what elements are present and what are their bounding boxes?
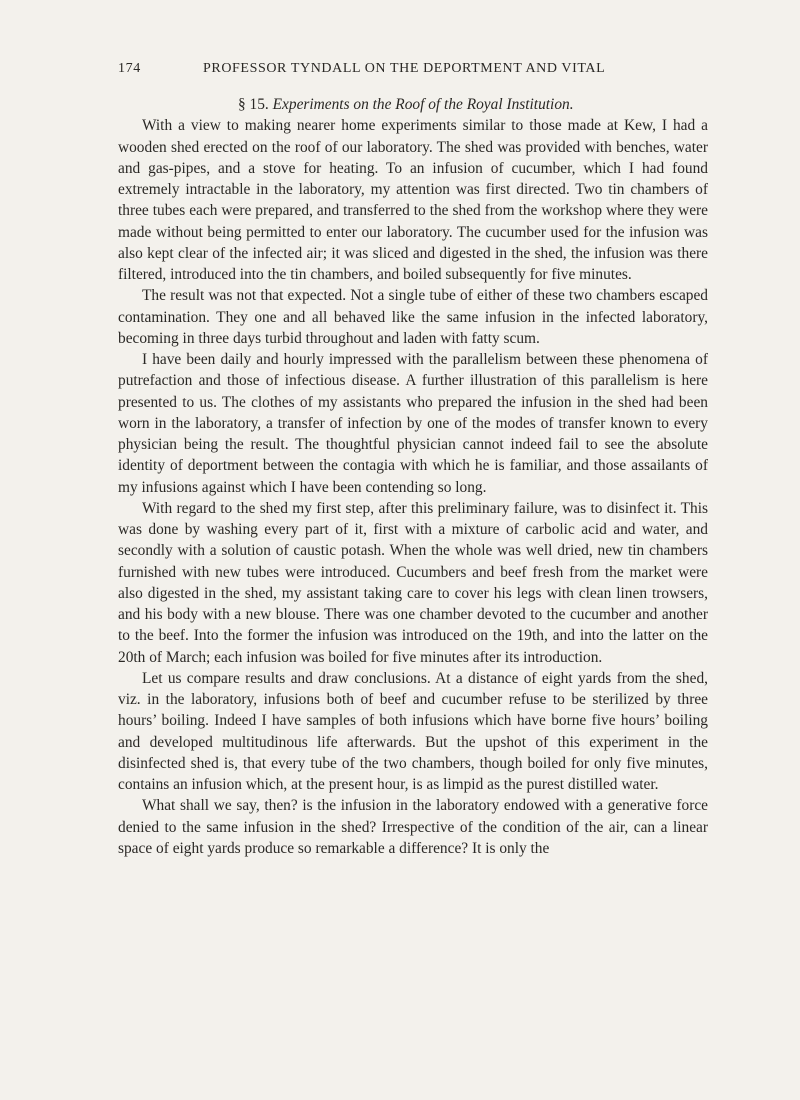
paragraph-parallelism: I have been daily and hourly impressed with the parallelism between these phenomena of putrefaction and those of infectious disease. A further illustration of this parallelism is here presented to us. The clothes of my assistants who prepared the infusion in the shed had been worn in the laboratory, a transfer of infection by one of the modes of transfer known to every physician being the result. The thoughtful physician cannot indeed fail to see the absolute identity of deportment between the contagia with which he is familiar, and those assailants of my infusions against which I have been contending so long. [118, 351, 708, 496]
page-number: 174 [118, 61, 141, 76]
running-title: PROFESSOR TYNDALL ON THE DEPORTMENT AND VITAL [203, 61, 606, 76]
running-header [118, 61, 708, 83]
section-heading [118, 94, 708, 115]
section-title: Experiments on the Roof of the Royal Institution. [272, 96, 574, 113]
body-text [118, 94, 708, 859]
section-number: § 15. [238, 96, 269, 113]
paragraph-conclusions: Let us compare results and draw conclusions. At a distance of eight yards from the shed, viz. in the laboratory, infusions both of beef and cucumber refuse to be sterilized by three hours’ boiling. Indeed I have samples of both infusions which have borne five hours’ boiling and developed multitudinous life afterwards. But the upshot of this experiment in the disinfected shed is, that every tube of the two chambers, though boiled for only five minutes, contains an infusion which, at the present hour, is as limpid as the purest distilled water. [118, 669, 708, 793]
paragraph-result: The result was not that expected. Not a single tube of either of these two chambers escaped contamination. They one and all behaved like the same infusion in the infected laboratory, becoming in three days turbid throughout and laden with fatty scum. [118, 287, 708, 347]
paragraph-disinfection: With regard to the shed my first step, after this preliminary failure, was to disinfect it. This was done by washing every part of it, first with a mixture of carbolic acid and water, and secondly with a solution of caustic potash. When the whole was well dried, new tin chambers furnished with new tubes were introduced. Cucumbers and beef fresh from the market were also digested in the shed, my assistant taking care to cover his legs with clean linen trowsers, and his body with a new blouse. There was one chamber devoted to the cucumber and another to the beef. Into the former the infusion was introduced on the 19th, and into the latter on the 20th of March; each infusion was boiled for five minutes after its introduction. [118, 499, 708, 666]
paragraph-kew-experiment: With a view to making nearer home experiments similar to those made at Kew, I had a wooden shed erected on the roof of our laboratory. The shed was provided with benches, water and gas-pipes, and a stove for heating. To an infusion of cucumber, which I had found extremely intractable in the laboratory, my attention was first directed. Two tin chambers of three tubes each were prepared, and transferred to the shed from the workshop where they were made without being permitted to enter our laboratory. The cucumber used for the infusion was also kept clear of the infected air; it was sliced and digested in the shed, the infusion was there filtered, introduced into the tin chambers, and boiled subsequently for five minutes. [118, 117, 708, 283]
paragraph-question: What shall we say, then? is the infusion in the laboratory endowed with a generative force denied to the same infusion in the shed? Irrespective of the condition of the air, can a linear space of eight yards produce so remarkable a difference? It is only the [118, 797, 708, 857]
